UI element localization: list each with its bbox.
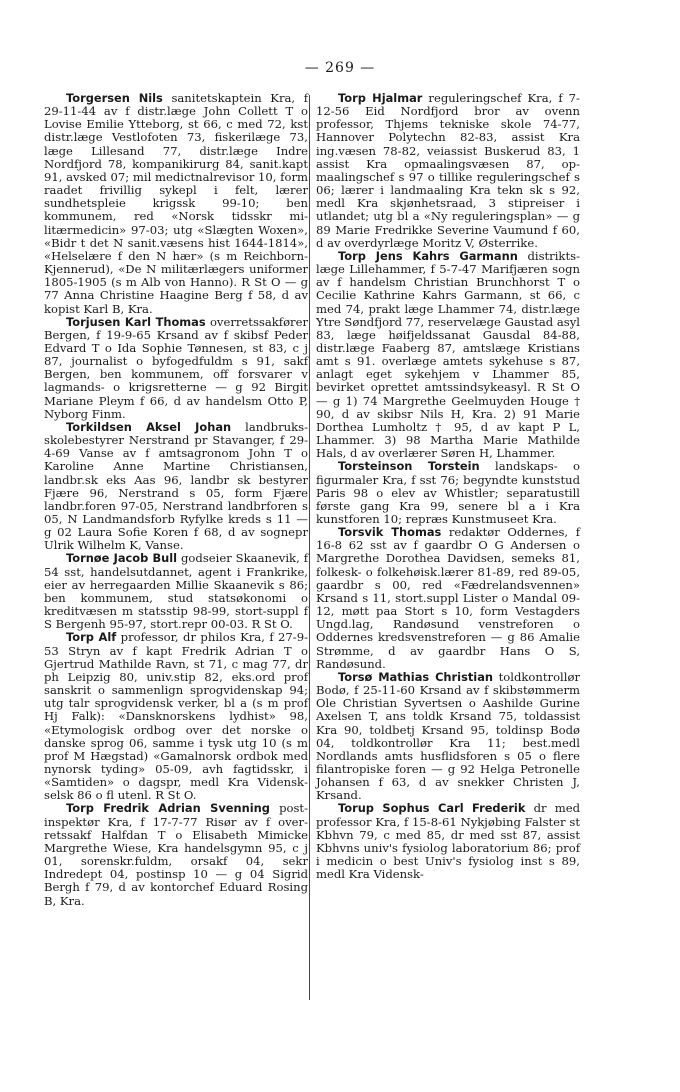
biography-entry xyxy=(44,316,308,421)
biography-entry xyxy=(44,631,308,802)
biography-entry xyxy=(316,526,580,671)
column-right xyxy=(316,92,580,881)
entry-name: Torp Hjalmar xyxy=(338,91,423,105)
biography-entry xyxy=(44,92,308,316)
biography-entry xyxy=(316,92,580,250)
biography-entry xyxy=(316,802,580,881)
entry-text: professor, dr philos Kra, f 27-9-53 Stryn av f kapt Fredrik Adrian T o Gjertrud Mathilde Ravn, st 71, c mag 77, dr ph Leipzig 80, univ.stip 82, eks.ord prof sanskrit o sammenlign sprogvidenskap 94; utg talr sprogvidensk verker, bl a (s m prof Hj Falk): «Dansknorskens lydhist» 98, «Etymologisk ordbog over det norske o danske sprog 06, samme i tysk utg 10 (s m prof M Hægstad) «Gamalnorsk ordbok med nynorsk tyding» 05-09, avh fagtidsskr, i «Samtiden» o dagspr, medl Kra Videnskselsk 86 o fl utenl. R St O. xyxy=(44,630,309,803)
biography-entry xyxy=(316,671,580,803)
entry-name: Torsvik Thomas xyxy=(338,525,442,540)
column-divider xyxy=(309,95,310,1000)
entry-text: landskaps- o figurmaler Kra, f sst 76; begyndte kunststud Paris 98 o elev av Whistler; separatustill første gang Kra 99, senere bl a i Kra kunstforen 10; repræs Kunstmuseet Kra. xyxy=(316,459,580,526)
entry-name: Torp Jens Kahrs Garmann xyxy=(338,248,518,263)
entry-name: Torsteinson Torstein xyxy=(338,459,480,474)
entry-name: Torsø Mathias Christian xyxy=(338,669,493,684)
entry-name: Torp Alf xyxy=(66,630,117,645)
biography-entry xyxy=(44,802,308,907)
entry-name: Torgersen Nils xyxy=(66,91,163,105)
page-number: — 269 — xyxy=(304,60,376,76)
entry-text: redaktør Oddernes, f 16-8 62 sst av f gaardbr O G Andersen o Margrethe Dorothea Davidsen, semeks 81, folkesk- o folkehøisk.lærer 81-89, red 89-05, gaardbr s 00, red «Fædrelandsvennen» Krsand s 11, stort.suppl Lister o Mandal 09-12, møtt paa Stort s 10, form Vestagders Ungd.lag, Randøsund venstreforen o Oddernes kredsvenstreforen — g 86 Amalie Strømme, d av gaardbr Hans O S, Randøsund. xyxy=(316,525,580,671)
entry-text: landbruksskolebestyrer Nerstrand pr Stavanger, f 29-4-69 Vanse av f amtsagronom John T o Karoline Anne Martine Christiansen, landbr.sk eks Aas 96, landbr sk bestyrer Fjære 96, Nerstrand s 05, form Fjære landbr.foren 97-05, Nerstrand landbrforen s 05, N Landmandsforb Ryfylke kreds s 11 — g 02 Laura Sofie Koren f 68, d av sognepr Ulrik Wilhelm K, Vanse. xyxy=(44,419,308,553)
biography-entry xyxy=(44,552,308,631)
entry-name: Torp Fredrik Adrian Svenning xyxy=(66,801,270,816)
entry-text: overretssakfører Bergen, f 19-9-65 Krsand av f skibsf Peder Edvard T o Ida Sophie Tønnesen, st 83, c j 87, journalist o byfogedfuldm s 91, sakf Bergen, ben kommunem, off forsvarer v lagmands- o krigsretterne — g 92 Birgit Mariane Pleym f 66, d av handelsm Otto P, Nyborg Finm. xyxy=(44,314,308,421)
entry-text: reguleringschef Kra, f 7-12-56 Eid Nordfjord bror av ovenn professor, Thjems tekniske skole 74-77, Hannover Polytechn 82-83, assist Kra ing.væsen 78-82, veiassist Buskerud 83, 1 assist Kra opmaalingsvæsen 87, opmaalingschef s 97 o tillike reguleringschef s 06; lærer i landmaaling Kra tekn sk s 92, medl Kra skjønhetsraad, 3 stipreiser i utlandet; utg bl a «Ny reguleringsplan» — g 89 Marie Fredrikke Severine Vaumund f 60, d av overdyrlæge Moritz V, Østerrike. xyxy=(316,91,580,250)
entry-name: Tornøe Jacob Bull xyxy=(66,551,178,566)
entry-name: Torup Sophus Carl Frederik xyxy=(338,801,526,816)
biography-entry xyxy=(316,250,580,461)
biography-entry xyxy=(44,421,308,553)
entry-name: Torkildsen Aksel Johan xyxy=(66,419,232,434)
biography-entry xyxy=(316,460,580,526)
column-left xyxy=(44,92,308,908)
entry-text: postinspektør Kra, f 17-7-77 Risør av f overretssakf Halfdan T o Elisabeth Mimicke Margrethe Wiese, Kra handelsgymn 95, c j 01, sorenskr.fuldm, orsakf 04, sekr Indredept 04, postinsp 10 — g 04 Sigrid Bergh f 79, d av kontorchef Eduard Rosing B, Kra. xyxy=(44,801,308,908)
entry-text: dr med professor Kra, f 15-8-61 Nykjøbing Falster st Kbhvn 79, c med 85, dr med sst 87, assist Kbhvns univ's fysiolog laboratorium 86; prof i medicin o best Univ's fysiolog inst s 89, medl Kra Vidensk- xyxy=(316,801,580,882)
entry-name: Torjusen Karl Thomas xyxy=(66,314,206,329)
entry-text: distriktslæge Lillehammer, f 5-7-47 Marifjæren sogn av f handelsm Christian Brunchhorst T o Cecilie Kathrine Kahrs Garmann, st 66, c med 74, prakt læge Lhammer 74, distr.læge Ytre Søndfjord 77, reservelæge Gaustad asyl 83, læge høifjeldssanat Gausdal 84-88, distr.læge Faaberg 87, amtslæge Kristians amt s 91. overlæge amtets sykehuse s 87, anlagt eget sykehjem v Lhammer 85, bevirket oprettet amtssindsykeasyl. R St O — g 1) 74 Margrethe Geelmuyden Houge † 90, d av skibsr Nils H, Kra. 2) 91 Marie Dorthea Lumholtz † 95, d av kapt P L, Lhammer. 3) 98 Martha Marie Mathilde Hals, d av overlærer Søren H, Lhammer. xyxy=(316,248,580,461)
entry-text: sanitetskaptein Kra, f 29-11-44 av f distr.læge John Collett T o Lovise Emilie Ytteborg, st 66, c med 72, kst distr.læge Vestlofoten 73, fiskerilæge 73, læge Lillesand 77, distr.læge Indre Nordfjord 78, kompanikirurg 84, sanit.kapt 91, avsked 07; mil medictnalrevisor 10, form raadet frivillig sykepl i felt, lærer sundhetspleie krigssk 99-10; ben kommunem, red «Norsk tidsskr militærmedicin» 97-03; utg «Slægten Woxen», «Bidr t det N sanit.væsens hist 1644-1814», «Helselære f den N hær» (s m Reichborn-Kjennerud), «De N militærlægers uniformer 1805-1905 (s m Alb von Hanno). R St O — g 77 Anna Christine Haagine Berg f 58, d av kopist Karl B, Kra. xyxy=(44,91,308,316)
entry-text: toldkontrollør Bodø, f 25-11-60 Krsand av f skibstømmerm Ole Christian Syvertsen o Aashilde Gurine Axelsen T, ans toldk Krsand 75, toldassist Kra 90, toldbetj Krsand 95, toldinsp Bodø 04, toldkontrollør Kra 11; best.medl Nordlands amts husflidsforen s 05 o flere filantropiske foren — g 92 Helga Petronelle Johansen f 63, d av snekker Christen J, Krsand. xyxy=(316,669,580,803)
entry-text: godseier Skaanevik, f 54 sst, handelsutdannet, agent i Frankrike, eier av herregaarden Millie Skaanevik s 86; ben kommunem, stud statsøkonomi o kreditvæsen m statsstip 98-99, stort-suppl f S Bergenh 95-97, stort.repr 00-03. R St O. xyxy=(44,551,309,632)
